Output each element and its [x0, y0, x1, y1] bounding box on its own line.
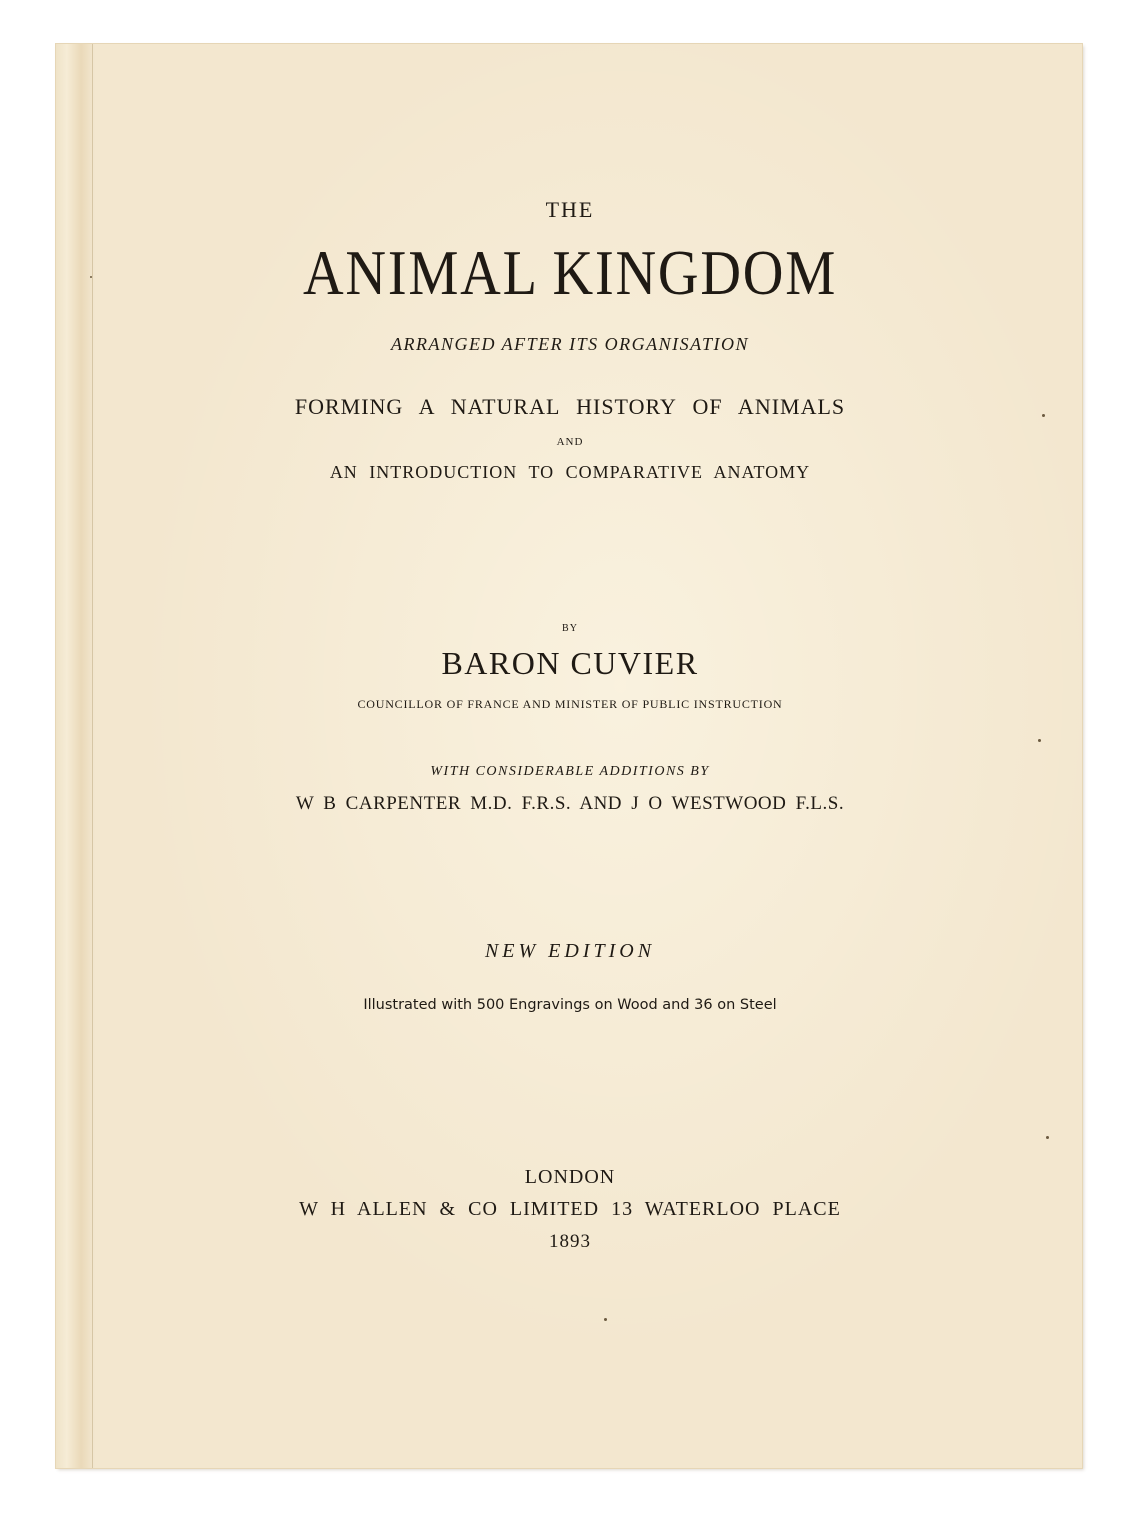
foxing-speck — [604, 1318, 607, 1321]
illustrations-note: Illustrated with 500 Engravings on Wood and 36 on Steel — [363, 997, 777, 1013]
foxing-speck — [1046, 1136, 1049, 1139]
description-line-2: AN INTRODUCTION TO COMPARATIVE ANATOMY — [329, 462, 811, 482]
contributors: W B CARPENTER M.D. F.R.S. AND J O WESTWOOD F.L.S. — [295, 793, 845, 814]
publisher: W H ALLEN & CO LIMITED 13 WATERLOO PLACE — [299, 1198, 841, 1220]
publication-year: 1893 — [549, 1231, 591, 1252]
by-label: BY — [562, 623, 578, 634]
description-line-1: FORMING A NATURAL HISTORY OF ANIMALS — [294, 394, 846, 419]
book-title: ANIMAL KINGDOM — [302, 237, 838, 308]
title-article: THE — [545, 197, 595, 222]
publication-city: LONDON — [524, 1166, 616, 1188]
conjunction: AND — [556, 436, 584, 448]
edition: NEW EDITION — [484, 940, 656, 962]
author-position: COUNCILLOR OF FRANCE AND MINISTER OF PUBLIC INSTRUCTION — [357, 697, 783, 711]
additions-label: WITH CONSIDERABLE ADDITIONS BY — [430, 764, 710, 779]
subtitle: ARRANGED AFTER ITS ORGANISATION — [391, 334, 749, 354]
author-name: BARON CUVIER — [441, 645, 699, 681]
foxing-speck — [1038, 739, 1041, 742]
